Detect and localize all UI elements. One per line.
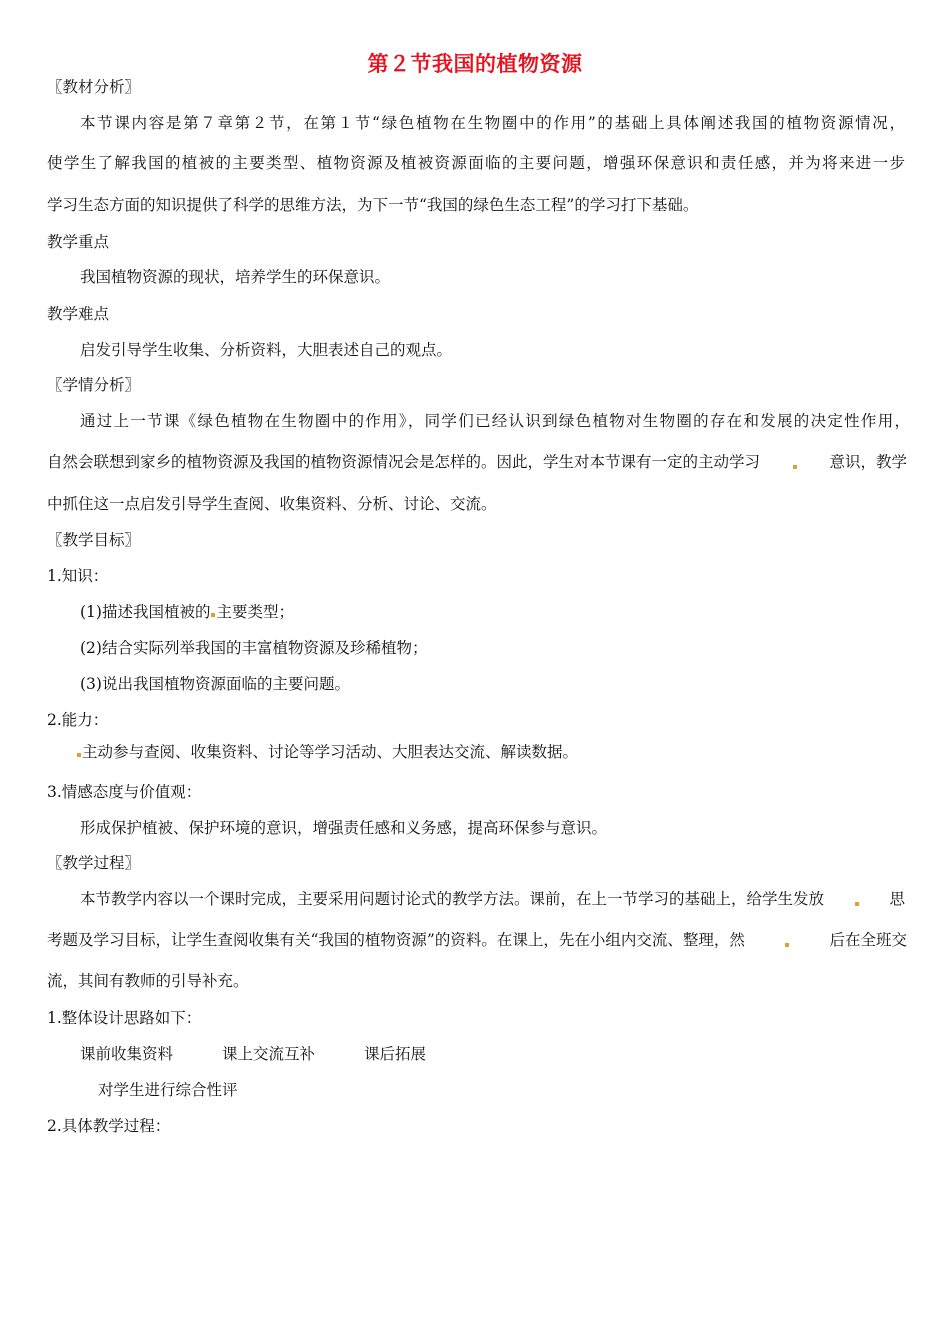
goal-heading: 〖教学目标〗 — [47, 531, 141, 549]
material-paragraph-line: 本节课内容是第７章第２节，在第１节“绿色植物在生物圈中的作用”的基础上具体阐述我国的植物资源情况， — [80, 114, 905, 132]
material-paragraph-line: 学习生态方面的知识提供了科学的思维方法，为下一节“我国的绿色生态工程”的学习打下基础。 — [47, 196, 699, 214]
annotation-mark — [77, 753, 81, 757]
student-paragraph-line: 通过上一节课《绿色植物在生物圈中的作用》，同学们已经认识到绿色植物对生物圈的存在和发展的决定性作用， — [80, 412, 910, 430]
goal-attitude-heading: 3.情感态度与价值观： — [47, 783, 202, 801]
detail-process-heading: 2.具体教学过程： — [47, 1117, 171, 1135]
goal-knowledge-item — [80, 601, 294, 623]
student-analysis-heading: 〖学情分析〗 — [47, 376, 141, 394]
difficult-point-heading: 教学难点 — [47, 305, 110, 323]
student-paragraph-line: 中抓住这一点启发引导学生查阅、收集资料、分析、讨论、交流。 — [47, 495, 497, 513]
design-heading: 1.整体设计思路如下： — [47, 1009, 202, 1027]
process-paragraph-segment: 考题及学习目标，让学生查阅收集有关“我国的植物资源”的资料。在课上，先在小组内交流、整理，然 — [47, 931, 745, 949]
annotation-mark — [855, 902, 859, 906]
goal-ability-text-content: 主动参与查阅、收集资料、讨论等学习活动、大胆表达交流、解读数据。 — [82, 743, 579, 761]
student-paragraph-line — [47, 451, 907, 473]
annotation-mark — [785, 943, 789, 947]
process-paragraph-segment: 后在全班交 — [829, 931, 907, 949]
difficult-point-text: 启发引导学生收集、分析资料，大胆表述自己的观点。 — [80, 341, 453, 359]
student-paragraph-segment: 自然会联想到家乡的植物资源及我国的植物资源情况会是怎样的。因此，学生对本节课有一定的主动学习 — [47, 453, 761, 471]
goal-knowledge-item: (3)说出我国植物资源面临的主要问题。 — [80, 675, 350, 693]
goal-knowledge-heading: 1.知识： — [47, 567, 109, 585]
process-paragraph-line — [80, 888, 905, 910]
design-step: 课前收集资料 — [80, 1045, 174, 1063]
goal-knowledge-item: (2)结合实际列举我国的丰富植物资源及珍稀植物； — [80, 639, 428, 657]
design-step: 课后拓展 — [364, 1045, 427, 1063]
goal-attitude-text: 形成保护植被、保护环境的意识，增强责任感和义务感，提高环保参与意识。 — [80, 819, 608, 837]
process-paragraph-line: 流，其间有教师的引导补充。 — [47, 972, 249, 990]
key-point-text: 我国植物资源的现状，培养学生的环保意识。 — [80, 268, 391, 286]
annotation-mark — [211, 613, 215, 617]
process-paragraph-segment: 思 — [889, 890, 905, 908]
material-paragraph-line: 使学生了解我国的植被的主要类型、植物资源及植被资源面临的主要问题，增强环保意识和责任感，并为将来进一步 — [47, 154, 905, 172]
design-step: 课上交流互补 — [222, 1045, 316, 1063]
annotation-mark — [793, 465, 797, 469]
goal-ability-text — [76, 741, 578, 763]
student-paragraph-segment: 意识，教学 — [829, 453, 907, 471]
page-title: 第２节我国的植物资源 — [367, 52, 583, 76]
key-point-heading: 教学重点 — [47, 233, 110, 251]
goal-ability-heading: 2.能力： — [47, 711, 109, 729]
material-heading: 〖教材分析〗 — [47, 78, 141, 96]
process-paragraph-segment: 本节教学内容以一个课时完成，主要采用问题讨论式的教学方法。课前，在上一节学习的基础上，给学生发放 — [80, 890, 825, 908]
design-evaluation: 对学生进行综合性评 — [98, 1081, 238, 1099]
goal-knowledge-item-text: 主要类型； — [216, 603, 294, 621]
process-paragraph-line — [47, 929, 907, 951]
goal-knowledge-item-text: (1)描述我国植被的 — [80, 603, 211, 621]
process-heading: 〖教学过程〗 — [47, 854, 141, 872]
